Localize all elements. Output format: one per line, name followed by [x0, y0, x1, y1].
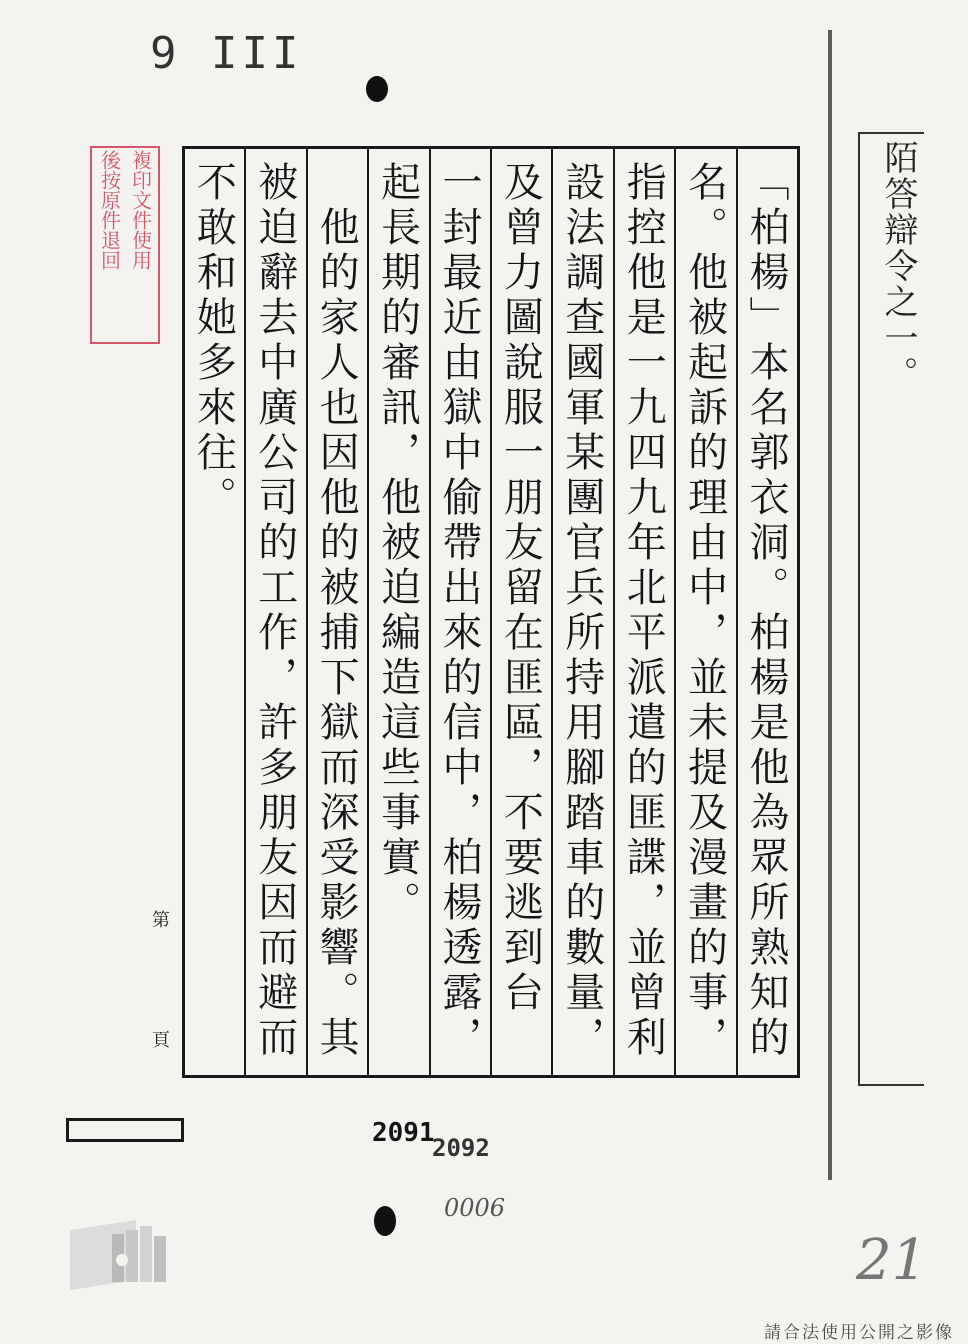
stamp-line-2: 後按原件退回 — [97, 150, 122, 270]
manuscript-frame — [182, 146, 800, 1078]
ink-blot-bottom — [374, 1206, 396, 1236]
text-column: 被迫辭去中廣公司的工作，許多朋友因而避而 — [244, 149, 305, 1075]
handwritten-number: 0006 — [444, 1194, 506, 1222]
text-column: 指控他是一九四九年北平派遣的匪諜，並曾利 — [613, 149, 674, 1075]
side-mark-page-suffix: 頁 — [152, 1030, 170, 1051]
binding-edge — [828, 30, 832, 1180]
empty-form-box — [66, 1118, 184, 1142]
text-column: 起長期的審訊，他被迫編造這些事實。 — [367, 149, 428, 1075]
red-stamp — [90, 146, 160, 344]
stamp-line-1: 複印文件使用 — [128, 150, 153, 270]
ink-blot-top — [366, 76, 388, 102]
text-column: 設法調查國軍某團官兵所持用腳踏車的數量， — [551, 149, 612, 1075]
text-column: 不敢和她多來往。 — [190, 161, 237, 521]
printed-page-number: 2091 — [372, 1118, 435, 1148]
corner-handwritten-number: 21 — [856, 1228, 928, 1293]
usage-watermark: 請合法使用公開之影像 — [764, 1323, 954, 1343]
archive-logo-icon — [66, 1220, 176, 1290]
top-handwritten-marks: 9 III — [150, 28, 303, 79]
side-mark-page-prefix: 第 — [152, 910, 170, 931]
overstamped-page-number: 2092 — [432, 1134, 490, 1162]
text-column: 他的家人也因他的被捕下獄而深受影響。其 — [306, 149, 367, 1075]
text-column: 名。他被起訴的理由中，並未提及漫畫的事， — [674, 149, 735, 1075]
text-column: 「柏楊」本名郭衣洞。柏楊是他為眾所熟知的 — [736, 149, 797, 1075]
text-column: 一封最近由獄中偷帶出來的信中，柏楊透露， — [429, 149, 490, 1075]
text-column: 及曾力圖說服一朋友留在匪區，不要逃到台 — [490, 149, 551, 1075]
adjacent-page-text: 陌答辯令之一。 — [878, 140, 918, 392]
